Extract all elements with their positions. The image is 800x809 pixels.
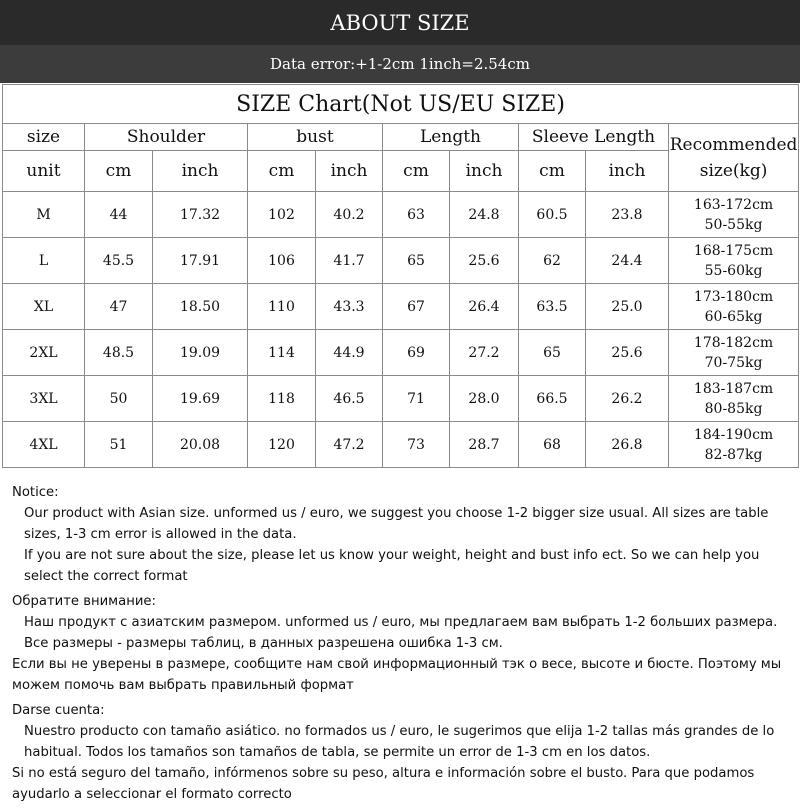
unit-cell: inch — [586, 151, 669, 192]
table-cell: 102 — [248, 192, 316, 238]
recommended-weight: 50-55kg — [704, 216, 763, 233]
table-cell: 106 — [248, 238, 316, 284]
table-row — [3, 284, 799, 330]
size-label: 2XL — [3, 330, 85, 376]
table-row — [3, 330, 799, 376]
table-row — [3, 238, 799, 284]
notice-paragraph-es-1: Nuestro producto con tamaño asiático. no formados us / euro, le sugerimos que elija 1-2 tallas más grandes de lo habitual. Todos los tamaños son tamaños de tabla, se permite un error de 1-3 cm en los datos. — [24, 724, 775, 760]
notice-heading-es: Darse cuenta: — [12, 703, 105, 718]
table-cell: 26.8 — [586, 422, 669, 468]
table-cell: 44 — [85, 192, 153, 238]
unit-cell: cm — [519, 151, 586, 192]
table-cell: 63.5 — [519, 284, 586, 330]
table-cell: 65 — [383, 238, 450, 284]
notice-paragraph-ru-1: Наш продукт с азиатским размером. unformed us / euro, мы предлагаем вам выбрать 1-2 больших размера. Все размеры - размеры таблиц, в данных разрешена ошибка 1-3 см. — [24, 615, 778, 651]
notice-russian — [12, 591, 794, 696]
notice-paragraph-ru-2: Если вы не уверены в размере, сообщите нам свой информационный тэк о весе, высоте и бюсте. Поэтому мы можем помочь вам выбрать правильный формат — [12, 657, 782, 693]
data-error-text: Data error:+1-2cm 1inch=2.54cm — [270, 55, 530, 73]
size-chart-table — [2, 84, 799, 468]
bust-header: bust — [248, 124, 383, 151]
table-cell: 20.08 — [153, 422, 248, 468]
recommended-height: 178-182cm — [693, 334, 774, 351]
table-cell: 25.0 — [586, 284, 669, 330]
table-cell: 45.5 — [85, 238, 153, 284]
recommended-cell — [669, 422, 799, 468]
header-title: ABOUT SIZE — [330, 10, 470, 35]
table-cell: 25.6 — [586, 330, 669, 376]
table-cell: 24.4 — [586, 238, 669, 284]
table-cell: 28.0 — [450, 376, 519, 422]
notice-spanish — [12, 700, 794, 805]
length-header: Length — [383, 124, 519, 151]
table-cell: 46.5 — [316, 376, 383, 422]
unit-row-header: unit — [3, 151, 85, 192]
table-cell: 18.50 — [153, 284, 248, 330]
table-cell: 27.2 — [450, 330, 519, 376]
table-cell: 71 — [383, 376, 450, 422]
table-cell: 28.7 — [450, 422, 519, 468]
table-cell: 69 — [383, 330, 450, 376]
data-error-bar — [0, 45, 800, 83]
unit-cell: inch — [153, 151, 248, 192]
recommended-cell — [669, 376, 799, 422]
table-cell: 118 — [248, 376, 316, 422]
recommended-height: 163-172cm — [693, 196, 774, 213]
unit-cell: inch — [316, 151, 383, 192]
recommended-cell — [669, 330, 799, 376]
notice-paragraph-es-2: Si no está seguro del tamaño, infórmenos sobre su peso, altura e información sobre el busto. Para que podamos ayudarlo a seleccionar el formato correcto — [12, 766, 755, 802]
recommended-weight: 60-65kg — [704, 308, 763, 325]
table-cell: 25.6 — [450, 238, 519, 284]
notice-paragraph-en-2: If you are not sure about the size, please let us know your weight, height and bust info ect. So we can help you select the correct format — [24, 548, 760, 584]
table-cell: 19.09 — [153, 330, 248, 376]
table-cell: 17.91 — [153, 238, 248, 284]
table-cell: 41.7 — [316, 238, 383, 284]
table-cell: 62 — [519, 238, 586, 284]
table-cell: 47.2 — [316, 422, 383, 468]
table-cell: 68 — [519, 422, 586, 468]
table-cell: 73 — [383, 422, 450, 468]
table-cell: 24.8 — [450, 192, 519, 238]
recommended-weight: 55-60kg — [704, 262, 763, 279]
notice-heading-ru: Обратите внимание: — [12, 594, 156, 609]
recommended-weight: 80-85kg — [704, 400, 763, 417]
recommended-weight: 70-75kg — [704, 354, 763, 371]
recommended-size-header — [669, 124, 799, 192]
size-label: 3XL — [3, 376, 85, 422]
recommended-cell — [669, 238, 799, 284]
table-cell: 114 — [248, 330, 316, 376]
size-label: XL — [3, 284, 85, 330]
table-cell: 65 — [519, 330, 586, 376]
recommended-cell — [669, 284, 799, 330]
shoulder-header: Shoulder — [85, 124, 248, 151]
table-cell: 47 — [85, 284, 153, 330]
table-cell: 66.5 — [519, 376, 586, 422]
size-column-header: size — [3, 124, 85, 151]
size-chart-title: SIZE Chart(Not US/EU SIZE) — [3, 85, 799, 124]
table-cell: 60.5 — [519, 192, 586, 238]
recommended-height: 173-180cm — [693, 288, 774, 305]
unit-cell: cm — [85, 151, 153, 192]
size-label: M — [3, 192, 85, 238]
table-cell: 50 — [85, 376, 153, 422]
recommended-weight: 82-87kg — [704, 446, 763, 463]
recommended-height: 184-190cm — [693, 426, 774, 443]
unit-cell: cm — [248, 151, 316, 192]
table-cell: 48.5 — [85, 330, 153, 376]
table-cell: 110 — [248, 284, 316, 330]
notice-heading-en: Notice: — [12, 485, 59, 500]
table-cell: 43.3 — [316, 284, 383, 330]
notice-english — [12, 482, 794, 587]
recommended-height: 183-187cm — [693, 380, 774, 397]
recommended-height: 168-175cm — [693, 242, 774, 259]
unit-cell: inch — [450, 151, 519, 192]
recommended-header-line2: size(kg) — [699, 160, 768, 181]
table-row — [3, 192, 799, 238]
table-cell: 40.2 — [316, 192, 383, 238]
size-label: L — [3, 238, 85, 284]
table-cell: 23.8 — [586, 192, 669, 238]
size-label: 4XL — [3, 422, 85, 468]
recommended-cell — [669, 192, 799, 238]
table-cell: 120 — [248, 422, 316, 468]
unit-cell: cm — [383, 151, 450, 192]
table-cell: 67 — [383, 284, 450, 330]
table-cell: 51 — [85, 422, 153, 468]
table-cell: 26.2 — [586, 376, 669, 422]
table-row — [3, 376, 799, 422]
recommended-header-line1: Recommended — [669, 134, 798, 155]
table-cell: 26.4 — [450, 284, 519, 330]
table-cell: 17.32 — [153, 192, 248, 238]
page-header — [0, 0, 800, 45]
table-row — [3, 422, 799, 468]
table-cell: 44.9 — [316, 330, 383, 376]
notice-section — [12, 482, 794, 809]
sleeve-length-header: Sleeve Length — [519, 124, 669, 151]
table-cell: 19.69 — [153, 376, 248, 422]
notice-paragraph-en-1: Our product with Asian size. unformed us / euro, we suggest you choose 1-2 bigger size usual. All sizes are table sizes, 1-3 cm error is allowed in the data. — [24, 506, 769, 542]
table-cell: 63 — [383, 192, 450, 238]
